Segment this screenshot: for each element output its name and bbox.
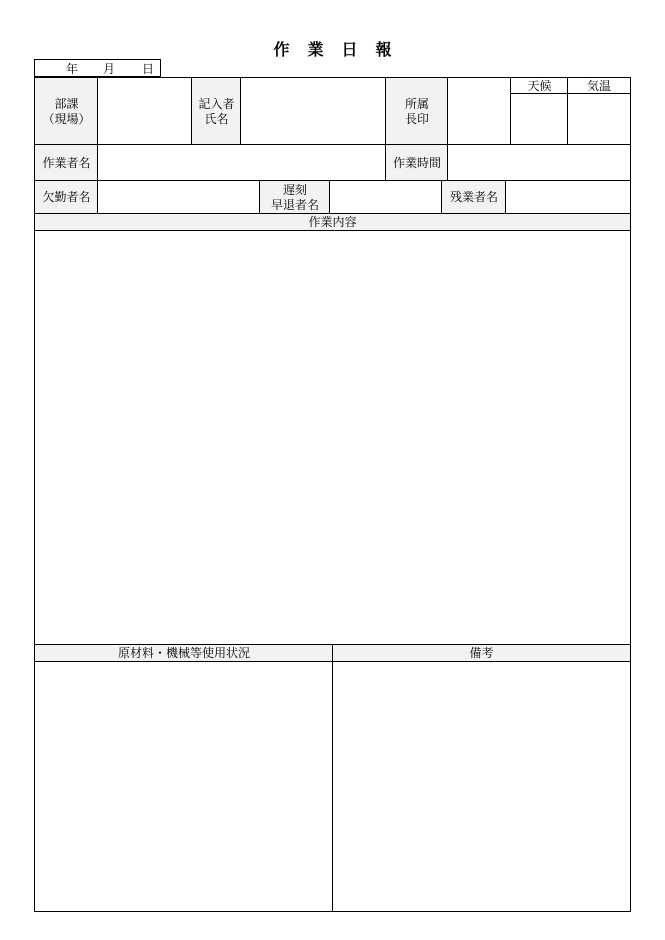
absent-field[interactable] <box>98 181 260 214</box>
writer-label <box>192 78 241 145</box>
title-char: 業 <box>307 40 324 59</box>
col-divider <box>191 78 192 145</box>
row-divider <box>35 144 630 145</box>
col-divider <box>505 181 506 214</box>
row-divider <box>35 180 630 181</box>
work-time-label: 作業時間 <box>386 145 448 181</box>
page-title <box>0 37 665 59</box>
late-label-line2: 早退者名 <box>270 197 319 212</box>
overtime-label: 残業者名 <box>442 181 506 214</box>
col-divider <box>332 645 333 911</box>
affiliation-stamp-field[interactable] <box>448 78 511 145</box>
department-label-line1: 部課 <box>54 96 79 111</box>
title-char: 日 <box>341 40 358 59</box>
late-early-field[interactable] <box>330 181 442 214</box>
remarks-area[interactable] <box>333 662 630 911</box>
late-early-label <box>260 181 330 214</box>
department-field[interactable] <box>98 78 192 145</box>
col-divider <box>97 145 98 181</box>
col-divider <box>447 78 448 145</box>
affiliation-label-line2: 長印 <box>404 111 429 126</box>
materials-area[interactable] <box>35 662 333 911</box>
writer-label-line2: 氏名 <box>204 111 229 126</box>
work-content-area[interactable] <box>35 231 630 645</box>
weather-label: 天候 <box>527 78 552 93</box>
year-label: 年 <box>66 61 79 76</box>
title-char: 作 <box>273 40 290 59</box>
affiliation-label <box>386 78 448 145</box>
col-divider <box>259 181 260 214</box>
title-char: 報 <box>375 40 392 59</box>
month-label: 月 <box>103 61 116 76</box>
materials-header: 原材料・機械等使用状況 <box>35 645 333 662</box>
writer-field[interactable] <box>241 78 386 145</box>
workers-field[interactable] <box>98 145 386 181</box>
department-label <box>35 78 98 145</box>
workers-label: 作業者名 <box>35 145 98 181</box>
col-divider <box>510 78 511 145</box>
col-divider <box>441 181 442 214</box>
col-divider <box>447 145 448 181</box>
temperature-label: 気温 <box>586 78 611 93</box>
absent-label: 欠勤者名 <box>35 181 98 214</box>
col-divider <box>97 181 98 214</box>
col-divider <box>385 78 386 145</box>
col-divider <box>97 78 98 145</box>
row-divider <box>35 230 630 231</box>
late-label-line1: 遅刻 <box>282 182 307 197</box>
col-divider <box>329 181 330 214</box>
row-divider <box>35 213 630 214</box>
col-divider <box>240 78 241 145</box>
temperature-field[interactable] <box>568 94 630 145</box>
weather-field[interactable] <box>511 94 568 145</box>
col-divider <box>567 78 568 145</box>
day-label: 日 <box>142 61 155 76</box>
col-divider <box>385 145 386 181</box>
date-box[interactable] <box>34 59 161 77</box>
work-time-field[interactable] <box>448 145 630 181</box>
writer-label-line1: 記入者 <box>198 96 235 111</box>
overtime-field[interactable] <box>506 181 630 214</box>
department-label-line2: （現場） <box>42 111 91 126</box>
work-content-header: 作業内容 <box>35 214 630 231</box>
weather-divider <box>511 93 630 94</box>
remarks-header: 備考 <box>333 645 630 662</box>
report-form <box>34 77 631 912</box>
affiliation-label-line1: 所属 <box>404 96 429 111</box>
